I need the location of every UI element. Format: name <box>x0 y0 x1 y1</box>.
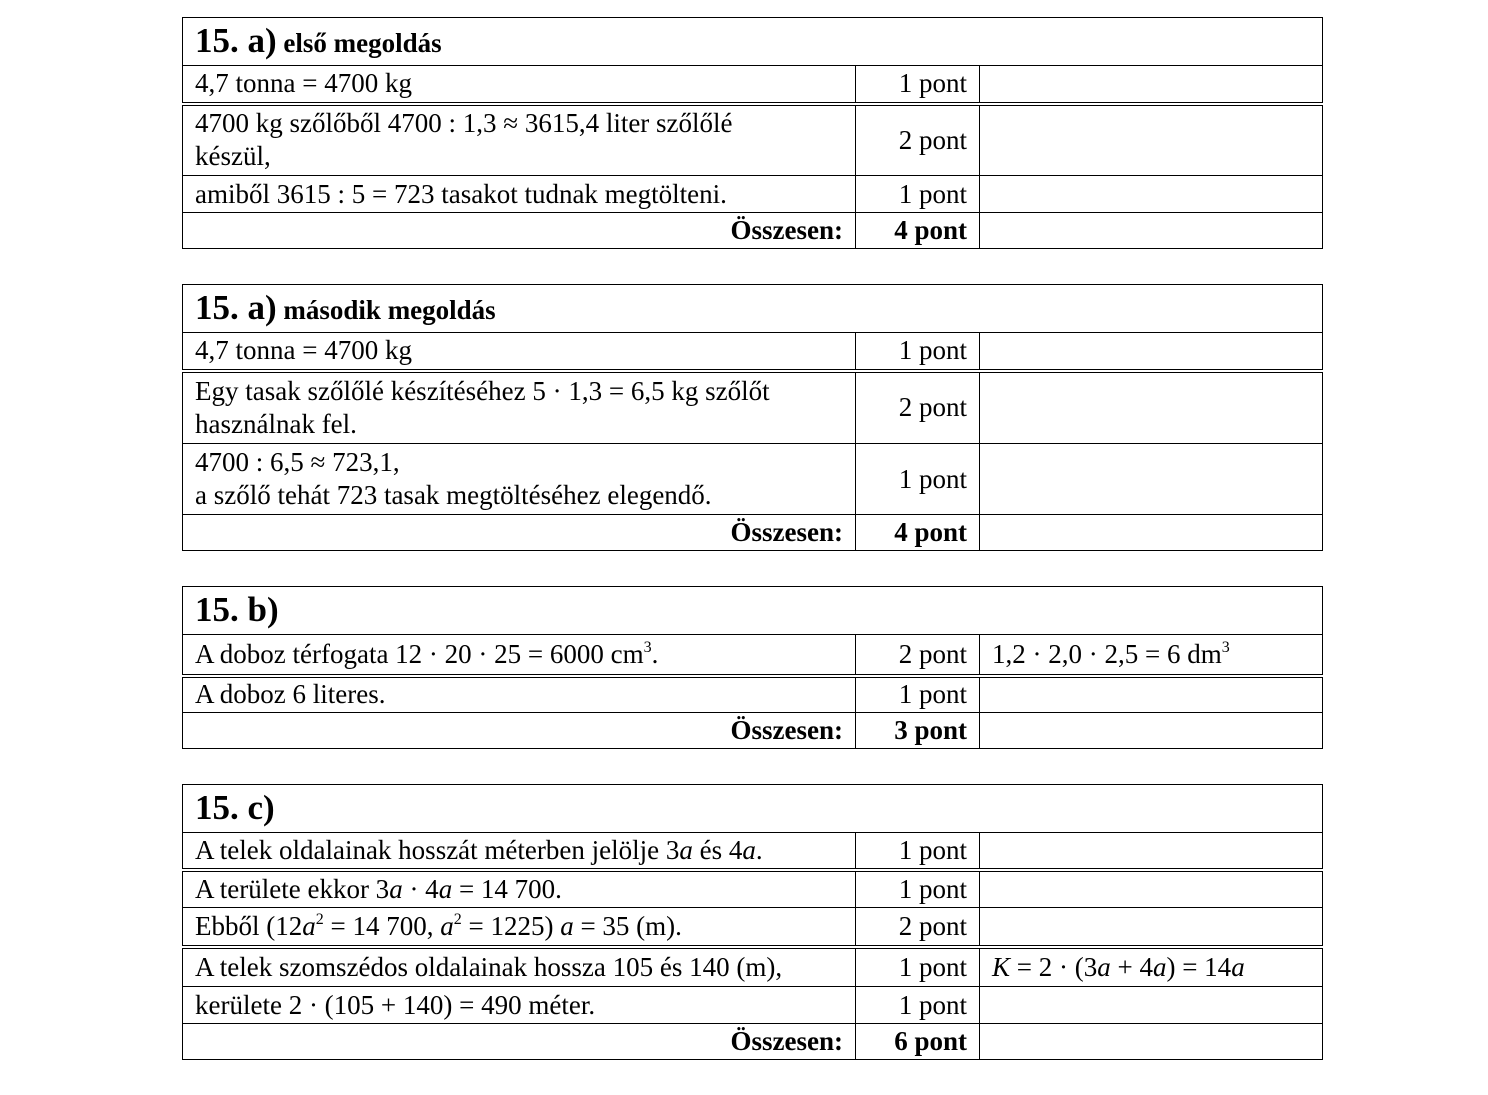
total-points: 4 pont <box>856 213 980 249</box>
total-label: Összesen: <box>183 515 856 551</box>
note-cell <box>980 213 1323 249</box>
solution-step: A telek szomszédos oldalainak hossza 105 és 140 (m), <box>183 947 856 987</box>
total-row <box>183 515 1323 551</box>
solution-sheet <box>182 17 1322 1095</box>
note-cell <box>980 908 1323 947</box>
note-cell <box>980 515 1323 551</box>
question-number: 15. a) <box>195 287 277 327</box>
points-cell: 2 pont <box>856 635 980 676</box>
section-subtitle: második megoldás <box>283 294 496 325</box>
total-row <box>183 713 1323 749</box>
table-row <box>183 176 1323 213</box>
total-row <box>183 1024 1323 1060</box>
note-cell <box>980 333 1323 371</box>
points-cell: 1 pont <box>856 870 980 908</box>
table-row <box>183 833 1323 870</box>
solution-step: 4,7 tonna = 4700 kg <box>183 66 856 104</box>
solution-step: A területe ekkor 3a · 4a = 14 700. <box>183 870 856 908</box>
total-row <box>183 213 1323 249</box>
step-line: a szőlő tehát 723 tasak megtöltéséhez elegendő. <box>195 480 712 510</box>
points-cell: 2 pont <box>856 908 980 947</box>
note-cell: 1,2 · 2,0 · 2,5 = 6 $dm^3$ <box>980 635 1323 676</box>
table-row <box>183 870 1323 908</box>
total-points: 4 pont <box>856 515 980 551</box>
note-cell <box>980 66 1323 104</box>
section-subtitle: első megoldás <box>283 27 442 58</box>
solution-table-15a-second <box>182 284 1323 551</box>
table-row <box>183 947 1323 987</box>
points-cell: 2 pont <box>856 104 980 176</box>
solution-step <box>183 104 856 176</box>
step-line: készül, <box>195 141 271 172</box>
solution-step <box>183 444 856 515</box>
note-cell <box>980 444 1323 515</box>
table-row <box>183 908 1323 947</box>
step-line: használnak fel. <box>195 408 357 439</box>
points-cell: 1 pont <box>856 444 980 515</box>
solution-step: kerülete 2 · (105 + 140) = 490 méter. <box>183 987 856 1024</box>
note-cell <box>980 1024 1323 1060</box>
table-row <box>183 66 1323 104</box>
points-cell: 1 pont <box>856 676 980 713</box>
note-cell <box>980 676 1323 713</box>
table-row <box>183 333 1323 371</box>
table-row <box>183 635 1323 676</box>
total-label: Összesen: <box>183 213 856 249</box>
points-cell: 1 pont <box>856 176 980 213</box>
solution-table-15c <box>182 784 1323 1060</box>
section-header <box>183 285 1323 333</box>
section-header <box>183 18 1323 66</box>
total-label: Összesen: <box>183 1024 856 1060</box>
step-line: 4700 : 6,5 ≈ 723,1, <box>195 447 400 477</box>
solution-step: amiből 3615 : 5 = 723 tasakot tudnak megtölteni. <box>183 176 856 213</box>
table-row <box>183 676 1323 713</box>
note-cell <box>980 176 1323 213</box>
solution-step: 4,7 tonna = 4700 kg <box>183 333 856 371</box>
solution-step: Ebből ($12a^2 = 14$ 700, $a^2 = 1225$) a = 35 (m). <box>183 908 856 947</box>
step-line: Egy tasak szőlőlé készítéséhez 5 · 1,3 = 6,5 kg szőlőt <box>195 375 770 406</box>
solution-step: A telek oldalainak hosszát méterben jelölje 3a és 4a. <box>183 833 856 870</box>
question-number: 15. b) <box>195 589 279 629</box>
note-cell: K = 2 · (3a + 4a) = 14a <box>980 947 1323 987</box>
points-cell: 1 pont <box>856 66 980 104</box>
total-label: Összesen: <box>183 713 856 749</box>
solution-step <box>183 371 856 444</box>
note-cell <box>980 987 1323 1024</box>
note-cell <box>980 104 1323 176</box>
points-cell: 2 pont <box>856 371 980 444</box>
note-cell <box>980 371 1323 444</box>
step-line: 4700 kg szőlőből 4700 : 1,3 ≈ 3615,4 liter szőlőlé <box>195 108 733 139</box>
total-points: 6 pont <box>856 1024 980 1060</box>
section-header <box>183 785 1323 833</box>
section-header <box>183 587 1323 635</box>
points-cell: 1 pont <box>856 833 980 870</box>
points-cell: 1 pont <box>856 333 980 371</box>
table-row <box>183 371 1323 444</box>
question-number: 15. a) <box>195 20 277 60</box>
solution-table-15b <box>182 586 1323 749</box>
total-points: 3 pont <box>856 713 980 749</box>
points-cell: 1 pont <box>856 987 980 1024</box>
solution-table-15a-first <box>182 17 1323 249</box>
points-cell: 1 pont <box>856 947 980 987</box>
note-cell <box>980 833 1323 870</box>
table-row <box>183 987 1323 1024</box>
solution-step: A doboz 6 literes. <box>183 676 856 713</box>
note-cell <box>980 870 1323 908</box>
table-row <box>183 104 1323 176</box>
note-cell <box>980 713 1323 749</box>
table-row <box>183 444 1323 515</box>
solution-step: A doboz térfogata 12 · 20 · 25 = 6000 $cm^3$. <box>183 635 856 676</box>
question-number: 15. c) <box>195 787 275 827</box>
